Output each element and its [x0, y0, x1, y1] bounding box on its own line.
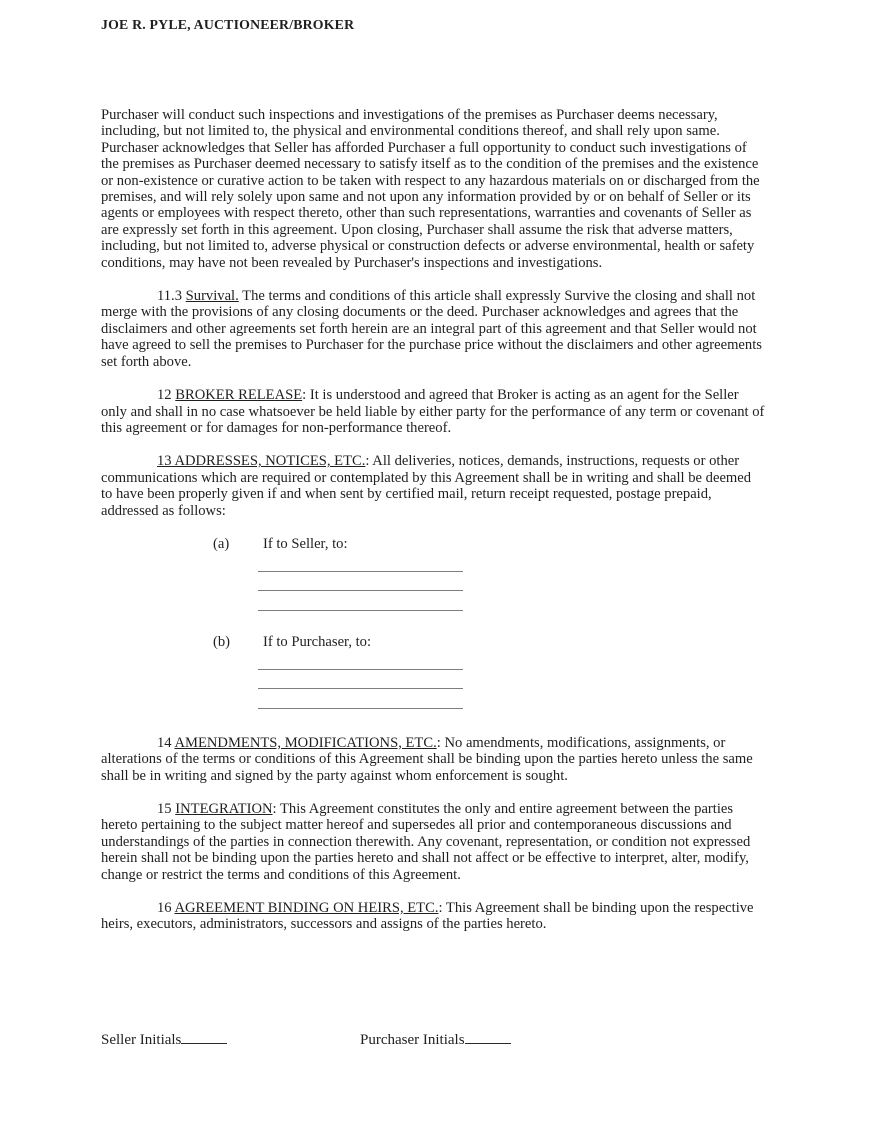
section-colon: :: [302, 387, 307, 404]
address-caption-row: [213, 634, 765, 650]
section-text: All deliveries, notices, demands, instructions, requests or other communications which are required or contemplated by this Agreement shall be in writing and shall be deemed to have been properly given if and when sent by certified mail, return receipt requested, postage prepaid, addressed as follows:: [101, 453, 752, 519]
notice-address-purchaser: [101, 634, 765, 709]
blank-line: [258, 591, 463, 611]
address-caption-row: [213, 536, 765, 552]
address-item-label: (a): [213, 535, 230, 552]
section-text: It is understood and agreed that Broker is acting as an agent for the Seller only and shall in no case whatsoever be held liable by either party for the performance of any term or covenant of this agreement or for damages for non-performance thereof.: [101, 387, 765, 436]
section-13-addresses-notices: [101, 453, 765, 519]
section-title: INTEGRATION: [175, 800, 273, 817]
document-body: [101, 107, 765, 933]
section-title: Survival.: [185, 288, 239, 305]
section-15-integration: [101, 801, 765, 883]
blank-line: [258, 650, 463, 670]
section-14-amendments: [101, 735, 765, 784]
section-text: This Agreement shall be binding upon the respective heirs, executors, administrators, successors and assigns of the parties hereto.: [101, 900, 754, 933]
seller-initials-label: Seller Initials: [101, 1032, 182, 1048]
section-number: 13: [157, 453, 172, 470]
section-number: 14: [157, 734, 172, 751]
purchaser-initials-field: [360, 1029, 511, 1049]
section-12-broker-release: [101, 387, 765, 436]
section-title: AGREEMENT BINDING ON HEIRS, ETC.: [174, 900, 439, 916]
address-caption-text: If to Purchaser, to:: [263, 633, 372, 650]
address-fill-in-lines: [258, 650, 463, 709]
section-number: 15: [157, 800, 172, 817]
blank-line: [258, 572, 463, 592]
document-header-title: JOE R. PYLE, AUCTIONEER/BROKER: [101, 17, 355, 32]
seller-initials-blank-line: [181, 1029, 227, 1044]
section-number: 12: [157, 387, 172, 404]
notice-address-seller: [101, 536, 765, 611]
section-title: BROKER RELEASE: [175, 387, 303, 404]
blank-line: [258, 552, 463, 572]
section-heading: [157, 453, 365, 469]
address-caption-text: If to Seller, to:: [263, 535, 348, 552]
address-fill-in-lines: [258, 552, 463, 611]
section-colon: :: [438, 900, 443, 916]
section-text: The terms and conditions of this article shall expressly Survive the closing and shall not merge with the provisions of any closing documents or the deed. Purchaser acknowledges and agrees that the disclaimers and other agreements set forth herein are an integral part of this agreement and that Seller would not have agreed to sell the premises to Purchaser for the purchase price without the disclaimers and other agreements set forth above.: [101, 288, 762, 370]
section-number: 11.3: [157, 288, 182, 305]
purchaser-initials-blank-line: [465, 1029, 511, 1044]
document-footer: [101, 1029, 765, 1053]
blank-line: [258, 670, 463, 690]
section-colon: :: [436, 734, 441, 751]
section-11-3-survival: [101, 288, 765, 370]
purchaser-initials-label: Purchaser Initials: [360, 1032, 465, 1048]
blank-line: [258, 689, 463, 709]
section-text: This Agreement constitutes the only and entire agreement between the parties hereto pertaining to the subject matter hereof and supersedes all prior and contemporaneous discussions and understandings of the parties in connection therewith. Any covenant, representation, or condition not expressed herein shall not be binding upon the parties hereto and shall not affect or be effective to interpret, alter, modify, change or restrict the terms and conditions of this Agreement.: [101, 800, 751, 883]
section-text: No amendments, modifications, assignments, or alterations of the terms or conditions of this Agreement shall be binding upon the parties hereto unless the same shall be in writing and signed by the party against whom enforcement is sought.: [101, 734, 753, 784]
section-16-binding-on-heirs: [101, 900, 765, 933]
address-item-label: (b): [213, 633, 231, 650]
section-colon: :: [272, 800, 277, 817]
section-title: ADDRESSES, NOTICES, ETC.: [174, 453, 366, 470]
section-number: 16: [157, 900, 172, 916]
section-title: AMENDMENTS, MODIFICATIONS, ETC.: [174, 734, 437, 751]
paragraph-inspections: Purchaser will conduct such inspections and investigations of the premises as Purchaser deems necessary, including, but not limited to, the physical and environmental conditions thereof, and shall rely upon same. Purchaser acknowledges that Seller has afforded Purchaser a full opportunity to conduct such investigations of the premises as Purchaser deemed necessary to satisfy itself as to the condition of the premises and the existence or non-existence or curative action to be taken with respect to any hazardous materials on or discharged from the premises, and will rely solely upon same and not upon any information provided by or on behalf of Seller or its agents or employees with respect thereto, other than such representations, warranties and covenants of Seller as are expressly set forth in this agreement. Upon closing, Purchaser shall assume the risk that adverse matters, including, but not limited to, adverse physical or construction defects or adverse environmental, health or safety conditions, may have not been revealed by Purchaser's inspections and investigations.: [101, 107, 760, 271]
section-colon: :: [365, 453, 370, 470]
seller-initials-field: [101, 1029, 227, 1049]
